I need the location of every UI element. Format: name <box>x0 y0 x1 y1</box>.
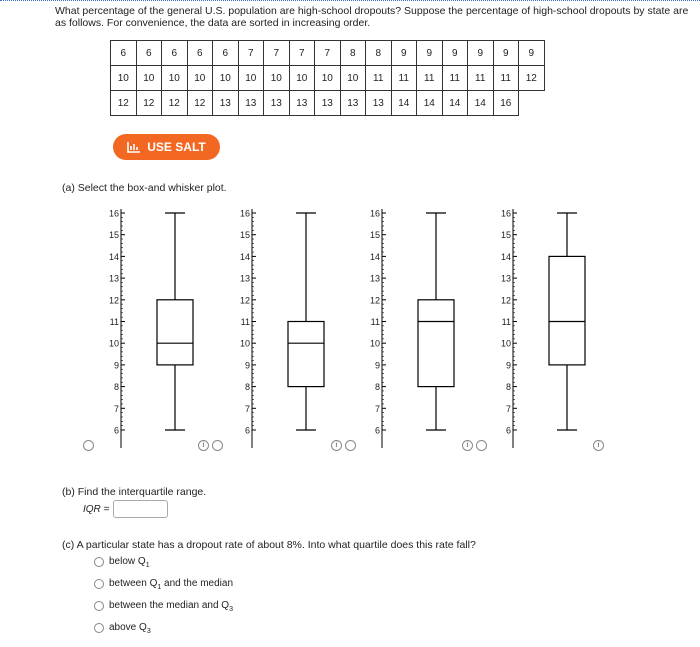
axis-tick-label: 9 <box>374 360 380 371</box>
data-cell: 11 <box>442 66 468 91</box>
data-cell: 13 <box>340 91 366 116</box>
data-cell: 13 <box>366 91 392 116</box>
data-cell: 12 <box>519 66 545 91</box>
data-cell: 13 <box>238 91 264 116</box>
use-salt-label: USE SALT <box>147 140 206 154</box>
data-cell: 9 <box>519 41 545 66</box>
boxplot-option-4 <box>497 203 597 438</box>
axis-tick-label: 9 <box>505 360 511 371</box>
axis-tick-label: 10 <box>108 338 119 349</box>
data-cell: 10 <box>264 66 290 91</box>
data-cell: 9 <box>417 41 443 66</box>
data-cell: 12 <box>136 91 162 116</box>
axis-tick-label: 12 <box>369 295 380 306</box>
info-icon[interactable]: i <box>462 440 473 451</box>
axis-tick-label: 7 <box>505 403 511 414</box>
axis-tick-label: 10 <box>239 338 250 349</box>
data-cell: 10 <box>162 66 188 91</box>
boxplot-option-3 <box>366 203 466 438</box>
box <box>288 322 324 387</box>
axis-tick-label: 13 <box>108 273 119 284</box>
data-cell: 11 <box>391 66 417 91</box>
boxplot-option-2 <box>236 203 336 438</box>
axis-tick-label: 15 <box>108 230 119 241</box>
info-icon[interactable]: i <box>331 440 342 451</box>
data-cell: 10 <box>238 66 264 91</box>
axis-tick-label: 15 <box>239 230 250 241</box>
axis-tick-label: 16 <box>369 208 380 219</box>
data-cell: 6 <box>136 41 162 66</box>
data-table-row <box>111 91 545 116</box>
axis-tick-label: 14 <box>369 251 380 262</box>
data-cell: 14 <box>442 91 468 116</box>
plot-option-3-radio[interactable] <box>345 440 356 451</box>
box <box>549 256 585 365</box>
axis-tick-label: 6 <box>505 425 511 436</box>
axis-tick-label: 13 <box>369 273 380 284</box>
plot-option-1-radio[interactable] <box>83 440 94 451</box>
data-cell: 12 <box>111 91 137 116</box>
axis-tick-label: 7 <box>374 403 380 414</box>
option-text: below $Q_1$ <box>109 555 150 569</box>
data-cell: 6 <box>187 41 213 66</box>
data-table <box>110 40 545 116</box>
data-cell <box>519 91 545 116</box>
axis-tick-label: 14 <box>239 251 250 262</box>
question-text: What percentage of the general U.S. population are high-school dropouts? Suppose the percentage of high-school dropouts by state are as follows. For convenience, the data are sorted in increasing order. <box>55 5 689 29</box>
data-cell: 9 <box>391 41 417 66</box>
data-cell: 13 <box>213 91 239 116</box>
axis-tick-label: 13 <box>239 273 250 284</box>
axis-tick-label: 8 <box>113 382 119 393</box>
quartile-option-below-q1[interactable] <box>94 555 150 569</box>
data-cell: 11 <box>493 66 519 91</box>
data-table-row <box>111 66 545 91</box>
quartile-option-between-q1-median[interactable] <box>94 577 233 591</box>
data-cell: 13 <box>315 91 341 116</box>
axis-tick-label: 7 <box>244 403 250 414</box>
part-b-label: (b) Find the interquartile range. <box>62 486 207 498</box>
data-cell: 11 <box>417 66 443 91</box>
data-cell: 14 <box>417 91 443 116</box>
data-cell: 10 <box>136 66 162 91</box>
axis-tick-label: 12 <box>239 295 250 306</box>
iqr-input[interactable] <box>113 500 168 518</box>
box <box>418 300 454 387</box>
axis-tick-label: 14 <box>500 251 511 262</box>
plot-option-2-radio[interactable] <box>212 440 223 451</box>
data-cell: 7 <box>238 41 264 66</box>
axis-tick-label: 12 <box>500 295 511 306</box>
axis-tick-label: 7 <box>113 403 119 414</box>
axis-tick-label: 15 <box>500 230 511 241</box>
part-c-label: (c) A particular state has a dropout rate of about 8%. Into what quartile does this rate fall? <box>62 539 476 551</box>
iqr-label: IQR = <box>83 504 110 515</box>
axis-tick-label: 6 <box>374 425 380 436</box>
data-cell: 6 <box>162 41 188 66</box>
axis-tick-label: 11 <box>109 317 119 327</box>
quartile-option-above-q3[interactable] <box>94 621 151 635</box>
box <box>157 300 193 365</box>
data-cell: 10 <box>289 66 315 91</box>
radio-circle[interactable] <box>94 601 104 611</box>
salt-chart-icon <box>127 141 141 153</box>
option-text: above $Q_3$ <box>109 621 151 635</box>
data-cell: 7 <box>264 41 290 66</box>
data-cell: 12 <box>162 91 188 116</box>
radio-circle[interactable] <box>94 579 104 589</box>
info-icon[interactable]: i <box>593 440 604 451</box>
radio-circle[interactable] <box>94 557 104 567</box>
axis-tick-label: 8 <box>374 382 380 393</box>
data-cell: 13 <box>289 91 315 116</box>
data-cell: 9 <box>493 41 519 66</box>
axis-tick-label: 15 <box>369 230 380 241</box>
axis-tick-label: 6 <box>244 425 250 436</box>
data-cell: 6 <box>111 41 137 66</box>
data-cell: 12 <box>187 91 213 116</box>
axis-tick-label: 8 <box>505 382 511 393</box>
data-cell: 14 <box>468 91 494 116</box>
axis-tick-label: 9 <box>244 360 250 371</box>
axis-tick-label: 11 <box>370 317 380 327</box>
option-text: between $Q_1$ and the median <box>109 577 233 591</box>
radio-circle[interactable] <box>94 623 104 633</box>
data-cell: 13 <box>264 91 290 116</box>
data-cell: 7 <box>289 41 315 66</box>
data-cell: 7 <box>315 41 341 66</box>
axis-tick-label: 6 <box>113 425 119 436</box>
axis-tick-label: 9 <box>113 360 119 371</box>
data-cell: 16 <box>493 91 519 116</box>
data-cell: 10 <box>187 66 213 91</box>
data-cell: 8 <box>366 41 392 66</box>
option-text: between the median and $Q_3$ <box>109 599 233 613</box>
quartile-option-between-median-q3[interactable] <box>94 599 233 613</box>
boxplot-option-1 <box>105 203 205 438</box>
use-salt-button[interactable] <box>113 134 220 160</box>
axis-tick-label: 16 <box>108 208 119 219</box>
axis-tick-label: 12 <box>108 295 119 306</box>
axis-tick-label: 11 <box>501 317 511 327</box>
data-table-row <box>111 41 545 66</box>
data-cell: 14 <box>391 91 417 116</box>
data-cell: 6 <box>213 41 239 66</box>
data-cell: 11 <box>468 66 494 91</box>
top-border <box>0 0 700 1</box>
plot-option-4-radio[interactable] <box>476 440 487 451</box>
data-cell: 10 <box>111 66 137 91</box>
data-cell: 10 <box>340 66 366 91</box>
axis-tick-label: 16 <box>239 208 250 219</box>
data-cell: 9 <box>442 41 468 66</box>
axis-tick-label: 8 <box>244 382 250 393</box>
data-cell: 9 <box>468 41 494 66</box>
axis-tick-label: 13 <box>500 273 511 284</box>
axis-tick-label: 14 <box>108 251 119 262</box>
axis-tick-label: 11 <box>240 317 250 327</box>
axis-tick-label: 10 <box>500 338 511 349</box>
data-cell: 10 <box>213 66 239 91</box>
data-cell: 11 <box>366 66 392 91</box>
axis-tick-label: 10 <box>369 338 380 349</box>
axis-tick-label: 16 <box>500 208 511 219</box>
data-cell: 8 <box>340 41 366 66</box>
part-a-label: (a) Select the box-and whisker plot. <box>62 182 227 194</box>
data-cell: 10 <box>315 66 341 91</box>
info-icon[interactable]: i <box>198 440 209 451</box>
